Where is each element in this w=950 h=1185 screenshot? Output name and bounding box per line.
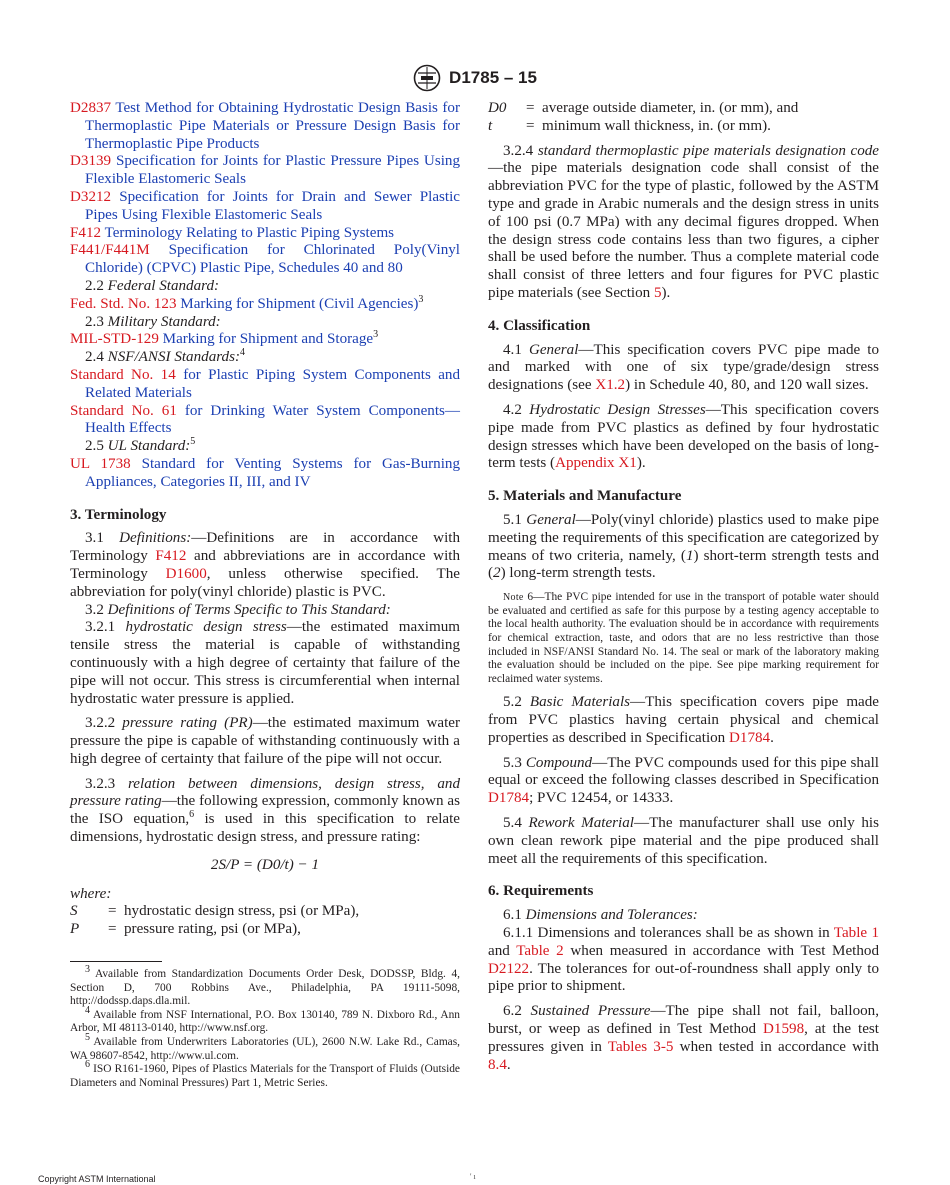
paragraph-3-1: 3.1 Definitions:—Definitions are in accordance with Terminology F412 and abbreviations are in accordance with Terminology D1600, unless otherwise specified. The abbreviation for poly(vinyl chloride) plastic is PVC. xyxy=(70,530,461,600)
note-6: Note 6—The PVC pipe intended for use in the transport of potable water should be evaluated and certified as safe for this purpose by a testing agency acceptable to the local health authority. The evaluation should be in accordance with requirements for chemical extraction, taste, and odors that are no less restrictive than those included in NSF/ANSI Standard No. 14. The seal or mark of the laboratory making the evaluation should be included on the pipe. See pipe marking requirement for reclaimed water systems. xyxy=(488,591,879,685)
reference-d3139: D3139 Specification for Joints for Plastic Pressure Pipes Using Flexible Elastomeric Seals xyxy=(70,153,460,188)
footnote-4: $^4$ Available from NSF International, P.O. Box 130140, 789 N. Dixboro Rd., Ann Arbor, MI 48113-0140, http://www.nsf.org. xyxy=(70,1005,461,1035)
definition-p: P = pressure rating, psi (or MPa), xyxy=(70,921,301,938)
paragraph-6-1: 6.1 Dimensions and Tolerances: xyxy=(503,907,698,924)
paragraph-5-4: 5.4 Rework Material—The manufacturer shall use only his own clean rework pipe material and the pipe produced shall meet all the requirements of this specification. xyxy=(488,815,879,867)
paragraph-3-2: 3.2 Definitions of Terms Specific to This Standard: xyxy=(85,601,391,618)
section-2-4: 2.4 NSF/ANSI Standards:$^4$ xyxy=(85,347,246,366)
paragraph-4-1: 4.1 General—This specification covers PVC pipe made to and marked with one of six type/grade/design stress designations (see X1.2) in Schedule 40, 80, and 120 wall sizes. xyxy=(488,341,879,394)
section-heading-materials: 5. Materials and Manufacture xyxy=(488,488,682,505)
paragraph-3-2-4: 3.2.4 standard thermoplastic pipe materials designation code—the pipe materials designation code shall consist of the abbreviation PVC for the type of plastic, followed by the ASTM type and grade in Arabic numerals and the design stress in units of 100 psi (0.7 MPa) with any decimal figures dropped. When the design stress code contains less than two figures, a cipher shall be used before the number. Thus a complete material code shall consist of three letters and four figures for PVC plastic pipe materials (see Section 5). xyxy=(488,142,879,301)
section-heading-classification: 4. Classification xyxy=(488,317,591,334)
paragraph-3-2-3: 3.2.3 relation between dimensions, design stress, and pressure rating—the following expression, commonly known as the ISO equation,$^6$ is used in this specification to relate dimensions, hydrostatic design stress, and pressure rating: xyxy=(70,775,460,846)
paragraph-3-2-1: 3.2.1 hydrostatic design stress—the estimated maximum tensile stress the material is capable of withstanding continuously with a high degree of certainty that failure of the pipe will not occur. This stress is circumferential when internal hydrostatic water pressure is applied. xyxy=(70,619,460,707)
reference-d2837: D2837 Test Method for Obtaining Hydrostatic Design Basis for Thermoplastic Pipe Materials or Pressure Design Basis for Thermoplastic Pipe Products xyxy=(70,100,460,152)
footnote-3: $^3$ Available from Standardization Documents Order Desk, DODSSP, Bldg. 4, Section D, 700 Robbins Ave., Philadelphia, PA 19111-5098, http://dodssp.daps.dla.mil. xyxy=(70,964,460,1008)
reference-nsf-61: Standard No. 61 for Drinking Water System Components—Health Effects xyxy=(70,402,461,437)
paragraph-4-2: 4.2 Hydrostatic Design Stresses—This specification covers pipe made from PVC plastics as defined by four hydrostatic design stresses which have been developed on the basis of long-term tests (Appendix X1). xyxy=(488,401,879,472)
paragraph-5-2: 5.2 Basic Materials—This specification covers pipe made from PVC plastics having certain physical and chemical properties as described in Specification D1784. xyxy=(488,694,880,746)
footnote-6: $^6$ ISO R161-1960, Pipes of Plastics Materials for the Transport of Fluids (Outside Diameters and Nominal Pressures) Part 1, Metric Series. xyxy=(70,1059,460,1089)
paragraph-6-1-1: 6.1.1 Dimensions and tolerances shall be as shown in Table 1 and Table 2 when measured in accordance with Test Method D2122. The tolerances for out-of-roundness shall apply only to pipe prior to shipment. xyxy=(488,925,880,995)
reference-f441: F441/F441M Specification for Chlorinated Poly(Vinyl Chloride) (CPVC) Plastic Pipe, Schedules 40 and 80 xyxy=(70,242,460,277)
page-header xyxy=(0,64,950,92)
reference-d3212: D3212 Specification for Joints for Drain and Sewer Plastic Pipes Using Flexible Elastomeric Seals xyxy=(70,188,460,223)
iso-equation: 2S/P = (D0/t) − 1 xyxy=(210,856,320,873)
left-column xyxy=(70,100,460,1090)
footnote-5: $^5$ Available from Underwriters Laboratories (UL), 2600 N.W. Lake Rd., Camas, WA 98607-8542, http://www.ul.com. xyxy=(70,1032,461,1062)
astm-logo-icon xyxy=(413,64,441,92)
page-mark: ' ı xyxy=(470,1172,476,1181)
paragraph-5-3: 5.3 Compound—The PVC compounds used for this pipe shall equal or exceed the following classes described in Specification D1784; PVC 12454, or 14333. xyxy=(488,754,880,807)
section-2-3: 2.3 Military Standard: xyxy=(85,313,221,330)
reference-nsf-14: Standard No. 14 for Plastic Piping System Components and Related Materials xyxy=(70,366,461,401)
reference-mil-std: MIL-STD-129 Marking for Shipment and Storage$^3$ xyxy=(70,329,379,348)
copyright-footer: Copyright ASTM International xyxy=(38,1174,156,1184)
paragraph-5-1: 5.1 General—Poly(vinyl chloride) plastics used to make pipe meeting the requirements of this specification are categorized by means of two criteria, namely, (1) short-term strength tests and (2) long-term strength tests. xyxy=(488,511,879,582)
paragraph-6-2: 6.2 Sustained Pressure—The pipe shall not fail, balloon, burst, or weep as defined in Test Method D1598, at the test pressures given in Tables 3-5 when tested in accordance with 8.4. xyxy=(488,1003,879,1073)
section-heading-terminology: 3. Terminology xyxy=(70,506,167,523)
section-2-2: 2.2 Federal Standard: xyxy=(85,277,220,294)
section-heading-requirements: 6. Requirements xyxy=(488,883,594,900)
definition-d0: D0 = average outside diameter, in. (or mm), and xyxy=(488,100,799,116)
definition-s: S = hydrostatic design stress, psi (or MPa), xyxy=(70,903,360,920)
where-label: where: xyxy=(70,885,112,902)
section-2-5: 2.5 UL Standard:$^5$ xyxy=(85,436,196,455)
right-column xyxy=(488,100,879,1074)
reference-f412: F412 Terminology Relating to Plastic Piping Systems xyxy=(70,224,395,241)
reference-ul-1738: UL 1738 Standard for Venting Systems for Gas-Burning Appliances, Categories II, III, and IV xyxy=(70,455,460,490)
footnote-divider xyxy=(70,961,162,962)
paragraph-3-2-2: 3.2.2 pressure rating (PR)—the estimated maximum water pressure the pipe is capable of withstanding continuously with a high degree of certainty that failure of the pipe will not occur. xyxy=(70,715,461,767)
reference-fed-std: Fed. Std. No. 123 Marking for Shipment (Civil Agencies)$^3$ xyxy=(70,293,424,312)
definition-t: t = minimum wall thickness, in. (or mm). xyxy=(488,117,771,134)
document-code: D1785 – 15 xyxy=(449,68,537,87)
